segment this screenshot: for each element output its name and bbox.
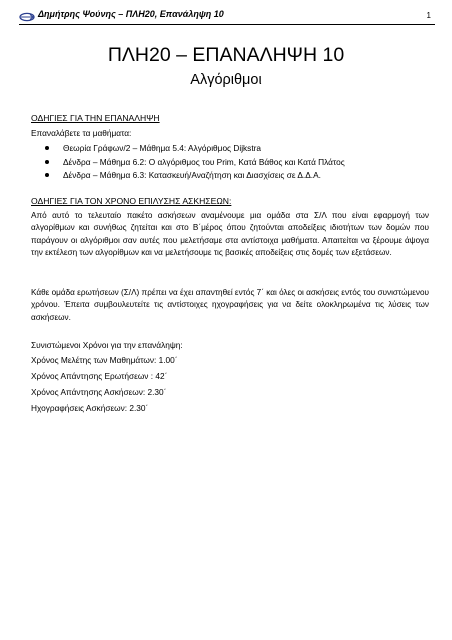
logo-icon <box>19 9 35 19</box>
section-heading-review: ΟΔΗΓΙΕΣ ΓΙΑ ΤΗΝ ΕΠΑΝΑΛΗΨΗ <box>31 113 160 123</box>
paragraph-time-limit: Κάθε ομάδα ερωτήσεων (Σ/Λ) πρέπει να έχει απαντηθεί εντός 7΄ και όλες οι ασκήσεις εντός του συνιστώμενου χρόνου. Έπειτα συμβουλευτείτε τις αντίστοιχες ηχογραφήσεις για να δείτε ολοκληρωμένα τις λύσεις των ασκήσεων. <box>31 288 429 322</box>
review-intro: Επαναλάβετε τα μαθήματα: <box>31 128 132 138</box>
time-item: Χρόνος Απάντησης Ασκήσεων: 2.30΄ <box>31 387 167 397</box>
paragraph-exercises: Από αυτό το τελευταίο πακέτο ασκήσεων αναμένουμε μια ομάδα στα Σ/Λ που είναι εφαρμογή των αλγορίθμων και συνήθως ζητείται και στο Β΄μέρος όπου ζητούνται αποδείξεις ιδιοτήτων των δομών που παράγουν οι αλγόριθμοι σαν αυτές που μελετήσαμε στα αντίστοιχα μαθήματα. Απαιτείται να ξέρουμε άψογα την εκτέλεση των αλγορίθμων και να μελετήσουμε τις βασικές αποδείξεις στις δομές των εξετάσεων. <box>31 211 429 257</box>
time-item: Χρόνος Απάντησης Ερωτήσεων : 42΄ <box>31 371 168 381</box>
list-item: Θεωρία Γράφων/2 – Μάθημα 5.4: Αλγόριθμος Dijkstra <box>31 142 345 156</box>
page-title: ΠΛΗ20 – ΕΠΑΝΑΛΗΨΗ 10 <box>107 44 345 66</box>
page-subtitle: Αλγόριθμοι <box>190 72 262 88</box>
page-header <box>19 6 435 25</box>
header-title: Δημήτρης Ψούνης – ΠΛΗ20, Επανάληψη 10 <box>38 9 224 19</box>
lessons-list <box>31 142 345 183</box>
time-item: Ηχογραφήσεις Ασκήσεων: 2.30΄ <box>31 403 149 413</box>
time-item: Χρόνος Μελέτης των Μαθημάτων: 1.00΄ <box>31 355 178 365</box>
page-number: 1 <box>426 11 431 20</box>
section-heading-time: ΟΔΗΓΙΕΣ ΓΙΑ ΤΟΝ ΧΡΟΝΟ ΕΠΙΛΥΣΗΣ ΑΣΚΗΣΕΩΝ: <box>31 196 232 206</box>
list-item: Δένδρα – Μάθημα 6.2: Ο αλγόριθμος του Prim, Κατά Βάθος και Κατά Πλάτος <box>31 156 345 170</box>
times-intro: Συνιστώμενοι Χρόνοι για την επανάληψη: <box>31 340 183 350</box>
list-item: Δένδρα – Μάθημα 6.3: Κατασκευή/Αναζήτηση και Διασχίσεις σε Δ.Δ.Α. <box>31 169 345 183</box>
